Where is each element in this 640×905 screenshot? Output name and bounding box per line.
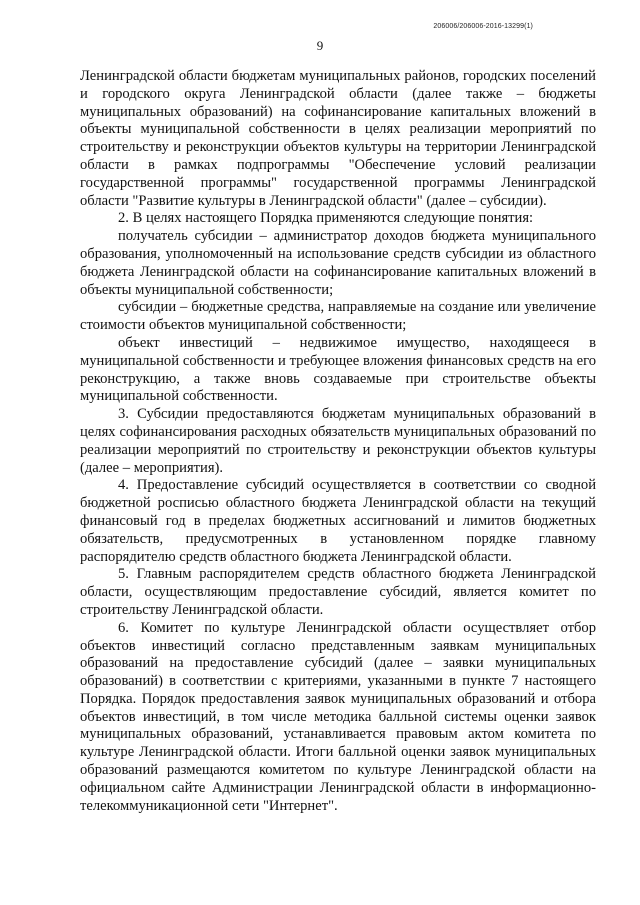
paragraph-item-4: 4. Предоставление субсидий осуществляется в соответствии со сводной бюджетной росписью областного бюджета Ленинградской области на текущий финансовый год в пределах бюджетных ассигнований и лимитов бюджетных обязательств, предусмотренных в установленном порядке главному распорядителю средств областного бюджета Ленинградской области.: [80, 477, 596, 565]
paragraph-item-5: 5. Главным распорядителем средств областного бюджета Ленинградской области, осуществляющим предоставление субсидий, является комитет по строительству Ленинградской области.: [80, 566, 596, 618]
paragraph-definition-investment-object: объект инвестиций – недвижимое имущество, находящееся в муниципальной собственности и требующее вложения финансовых средств на его реконструкцию, а также вновь создаваемые при строительстве объекты муниципальной собственности.: [80, 334, 596, 405]
document-body: [80, 68, 596, 815]
paragraph-item-2: 2. В целях настоящего Порядка применяются следующие понятия:: [118, 210, 534, 227]
paragraph-item-6: 6. Комитет по культуре Ленинградской области осуществляет отбор объектов инвестиций согласно представленным заявкам муниципальных образований на предоставление субсидий (далее – заявки муниципальных образований) в соответствии с критериями, указанными в пункте 7 настоящего Порядка. Порядок предоставления заявок муниципальных образований и отбора объектов инвестиций, в том числе методика балльной системы оценки заявок муниципальных образований, устанавливается правовым актом комитета по культуре Ленинградской области. Итоги балльной оценки заявок муниципальных образований размещаются комитетом по культуре Ленинградской области на официальном сайте Администрации Ленинградской области в информационно-телекоммуникационной сети "Интернет".: [80, 619, 596, 814]
paragraph-definition-recipient: получатель субсидии – администратор доходов бюджета муниципального образования, уполномоченный на использование средств субсидии из областного бюджета Ленинградской области на софинансирование капитальных вложений в объекты муниципальной собственности;: [80, 228, 596, 298]
page-number: 9: [316, 38, 324, 53]
paragraph-item-3: 3. Субсидии предоставляются бюджетам муниципальных образований в целях софинансирования расходных обязательств муниципальных образований по реализации мероприятий по строительству и реконструкции объектов культуры (далее – мероприятия).: [80, 406, 596, 476]
paragraph-definition-subsidies: субсидии – бюджетные средства, направляемые на создание или увеличение стоимости объектов муниципальной собственности;: [80, 299, 596, 334]
paragraph-continuation: Ленинградской области бюджетам муниципальных районов, городских поселений и городского округа Ленинградской области (далее также – бюджеты муниципальных образований) на софинансирование капитальных вложений в объекты муниципальной собственности в целях реализации мероприятий по строительству и реконструкции объектов культуры на территории Ленинградской области в рамках подпрограммы "Обеспечение условий реализации государственной программы" государственной программы Ленинградской области "Развитие культуры в Ленинградской области" (далее – субсидии).: [80, 68, 596, 209]
document-id: 206006/206006-2016-13299(1): [433, 23, 533, 30]
